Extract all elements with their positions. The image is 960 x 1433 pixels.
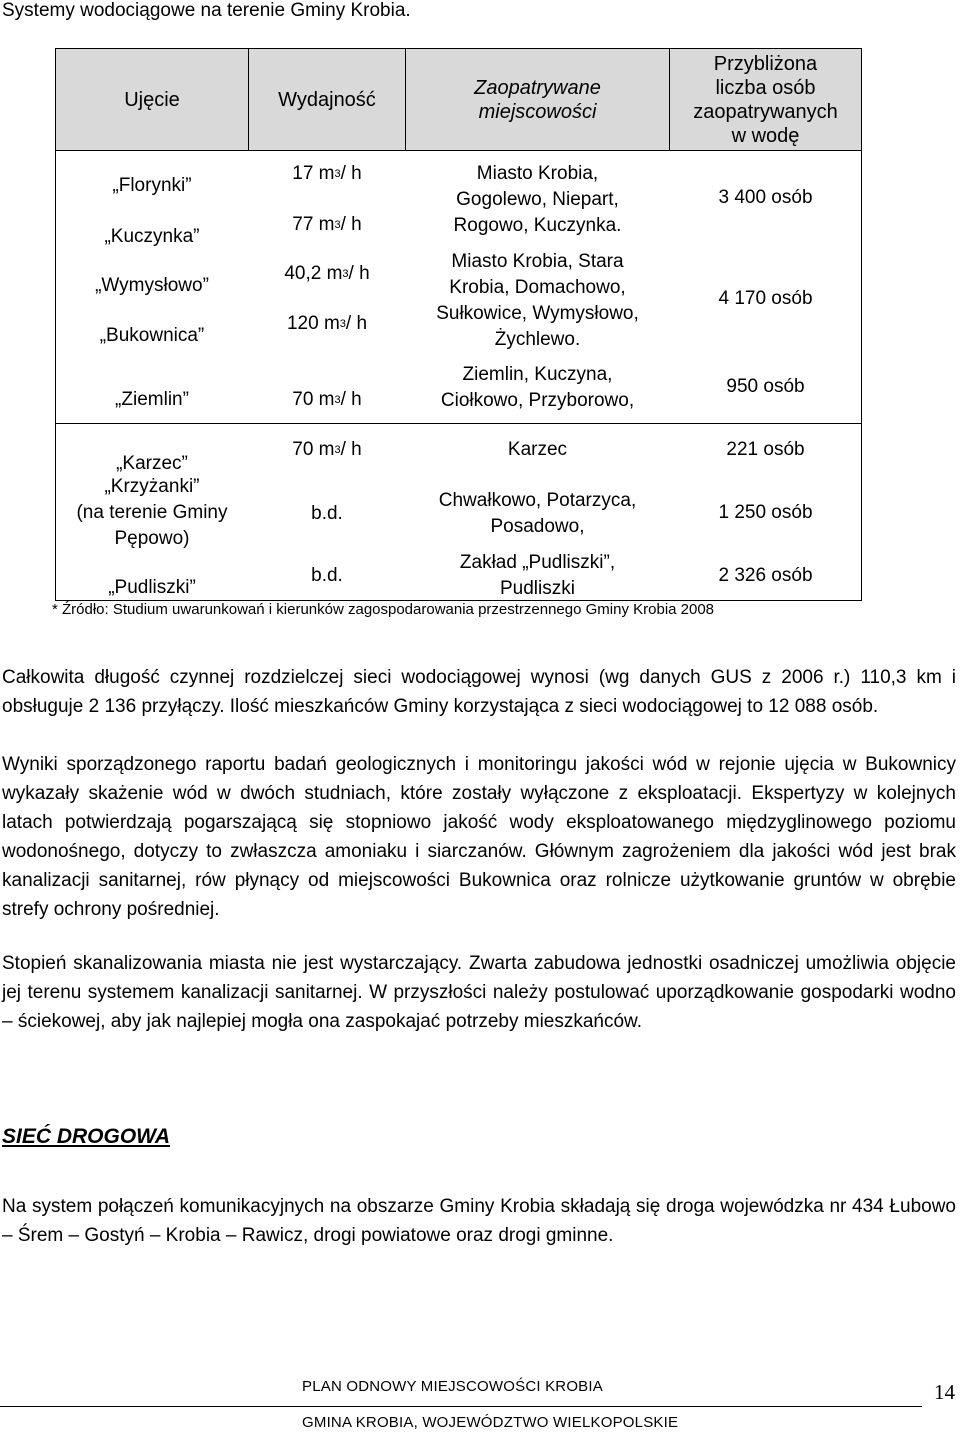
capacity-value: 40,2 m	[284, 263, 343, 284]
population-karzec: 221 osób	[726, 439, 805, 460]
header-population: Przybliżona liczba osób zaopatrywanych w wodę	[693, 52, 838, 147]
capacity-florynki: 17 m 3 / h	[249, 160, 405, 188]
intake-florynki: „Florynki”	[112, 175, 192, 196]
group-separator	[56, 423, 861, 424]
capacity-value: 70 m	[292, 439, 335, 460]
capacity-ziemlin: 70 m 3 / h	[249, 386, 405, 414]
intake-krzyzanki: „Krzyżanki” (na terenie Gminy Pępowo)	[76, 476, 228, 549]
population-group2: 4 170 osób	[718, 288, 813, 309]
capacity-value: 120 m	[286, 313, 340, 334]
page-heading: Systemy wodociągowe na terenie Gminy Krobia.	[2, 0, 411, 21]
unit-tail: / h	[340, 439, 362, 460]
capacity-value: 77 m	[292, 214, 335, 235]
capacity-value: 70 m	[292, 389, 335, 410]
localities-group2: Miasto Krobia, Stara Krobia, Domachowo, Sułkowice, Wymysłowo, Żychlewo.	[436, 251, 639, 350]
population-pudliszki: 2 326 osób	[718, 565, 813, 586]
paragraph-network-length: Całkowita długość czynnej rozdzielczej sieci wodociągowej wynosi (wg danych GUS z 2006 r.) 110,3 km i obsługuje 2 136 przyłączy. Ilość mieszkańców Gminy korzystająca z sieci wodociągowej to 12 088 osób.	[2, 667, 956, 717]
paragraph-road-network: Na system połączeń komunikacyjnych na obszarze Gminy Krobia składają się droga wojewódzka nr 434 Łubowo – Śrem – Gostyń – Krobia – Rawicz, drogi powiatowe oraz drogi gminne.	[2, 1196, 956, 1246]
footer-municipality: GMINA KROBIA, WOJEWÓDZTWO WIELKOPOLSKIE	[302, 1414, 679, 1431]
unit-tail: / h	[340, 214, 362, 235]
page-number: 14	[934, 1380, 955, 1404]
footer-plan-title: PLAN ODNOWY MIEJSCOWOŚCI KROBIA	[302, 1378, 603, 1395]
capacity-value: 17 m	[292, 163, 335, 184]
intake-pudliszki: „Pudliszki”	[108, 577, 196, 598]
table-source-note: * Źródło: Studium uwarunkowań i kierunków zagospodarowania przestrzennego Gminy Krobia 2008	[52, 601, 715, 618]
intake-wymyslowo: „Wymysłowo”	[95, 275, 209, 296]
header-separator	[56, 150, 861, 151]
localities-group1: Miasto Krobia, Gogolewo, Niepart, Rogowo, Kuczynka.	[453, 163, 622, 236]
localities-group3: Ziemlin, Kuczyna, Ciołkowo, Przyborowo,	[440, 364, 635, 411]
capacity-wymyslowo: 40,2 m 3 / h	[249, 260, 405, 288]
capacity-karzec: 70 m 3 / h	[249, 436, 405, 464]
population-group1: 3 400 osób	[718, 187, 813, 208]
paragraph-water-quality: Wyniki sporządzonego raportu badań geologicznych i monitoringu jakości wód w rejonie ujęcia w Bukownicy wykazały skażenie wód w dwóch studniach, które zostały wyłączone z eksploatacji. Ekspertyzy w kolejnych latach potwierdzają pogarszającą się stopniowo jakość wody eksploatowanego międzyglinowego poziomu wodonośnego, dotyczy to zwłaszcza amoniaku i siarczanów. Głównym zagrożeniem dla jakości wód jest brak kanalizacji sanitarnej, rów płynący od miejscowości Bukownica oraz rolnicze użytkowanie gruntów w obrębie strefy ochrony pośredniej.	[2, 754, 956, 920]
capacity-bukownica: 120 m 3 / h	[249, 310, 405, 338]
capacity-pudliszki: b.d.	[311, 565, 343, 586]
intake-karzec: „Karzec”	[116, 453, 188, 474]
unit-tail: / h	[340, 163, 362, 184]
footer-rule	[0, 1406, 922, 1407]
header-localities: Zaopatrywane miejscowości	[474, 76, 601, 123]
header-intake: Ujęcie	[124, 88, 180, 111]
localities-krzyzanki: Chwałkowo, Potarzyca, Posadowo,	[438, 490, 637, 537]
capacity-kuczynka: 77 m 3 / h	[249, 211, 405, 239]
intake-ziemlin: „Ziemlin”	[115, 389, 189, 410]
population-group3: 950 osób	[726, 376, 805, 397]
intake-kuczynka: „Kuczynka”	[104, 226, 200, 247]
population-krzyzanki: 1 250 osób	[718, 502, 813, 523]
unit-tail: / h	[345, 313, 368, 334]
paragraph-sewerage: Stopień skanalizowania miasta nie jest wystarczający. Zwarta zabudowa jednostki osadniczej umożliwia objęcie jej terenu systemem kanalizacji sanitarnej. W przyszłości należy postulować uporządkowanie gospodarki wodno – ściekowej, aby jak najlepiej mogła ona zaspokajać potrzeby mieszkańców.	[2, 953, 956, 1032]
unit-tail: / h	[348, 263, 370, 284]
header-capacity: Wydajność	[278, 88, 376, 111]
localities-pudliszki: Zakład „Pudliszki”, Pudliszki	[459, 552, 616, 599]
localities-karzec: Karzec	[507, 439, 568, 460]
intake-bukownica: „Bukownica”	[99, 325, 205, 346]
section-title-road-network: SIEĆ DROGOWA	[2, 1125, 171, 1148]
unit-tail: / h	[340, 389, 362, 410]
capacity-krzyzanki: b.d.	[311, 503, 343, 524]
